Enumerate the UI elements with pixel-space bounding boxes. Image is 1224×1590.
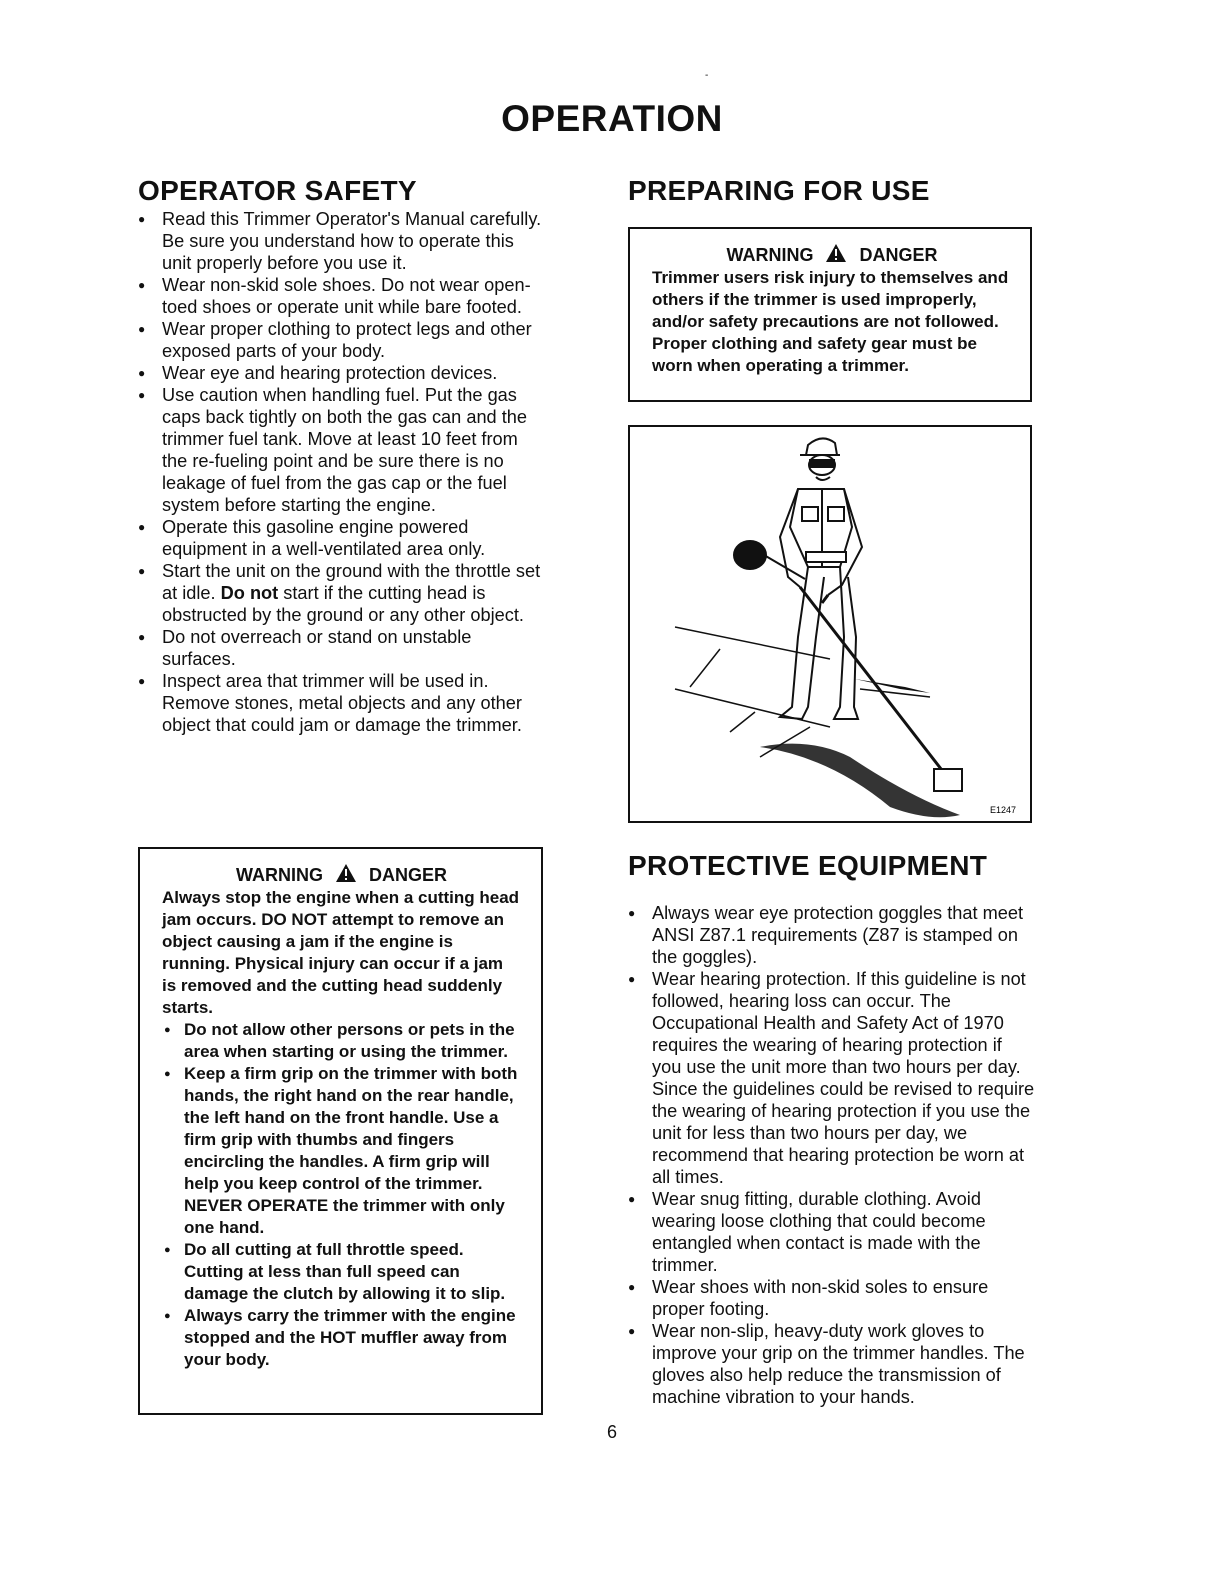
warning-label: WARNING bbox=[726, 245, 814, 265]
warning-label: WARNING bbox=[235, 865, 323, 885]
list-item: ● Wear snug fitting, durable clothing. Avoid wearing loose clothing that could become entangled when contact is made with the trimmer. bbox=[628, 1188, 1036, 1276]
danger-label: DANGER bbox=[368, 865, 447, 885]
list-item: ● Wear non-skid sole shoes. Do not wear open-toed shoes or operate unit while bare footed. bbox=[138, 274, 543, 318]
illustration-code: E1247 bbox=[990, 805, 1017, 815]
operator-safety-list bbox=[138, 208, 543, 736]
list-item: ● Operate this gasoline engine powered equipment in a well-ventilated area only. bbox=[138, 516, 543, 560]
warning-triangle-icon bbox=[335, 863, 357, 883]
warning-triangle-icon bbox=[825, 243, 847, 263]
list-item: ● Wear hearing protection. If this guideline is not followed, hearing loss can occur. The Occupational Health and Safety Act of 1970 requires the wearing of hearing protection if you use the unit more than two hours per day. Since the guidelines could be revised to require the wearing of hearing protection if you use the unit for less than two hours per day, we recommend that hearing protection be worn at all times. bbox=[628, 968, 1036, 1188]
list-item: ● Always wear eye protection goggles that meet ANSI Z87.1 requirements (Z87 is stamped on the goggles). bbox=[628, 902, 1036, 968]
protective-list bbox=[628, 902, 1036, 1408]
preparing-heading: PREPARING FOR USE bbox=[628, 175, 930, 206]
list-item: ● Wear non-slip, heavy-duty work gloves to improve your grip on the trimmer handles. The gloves also help reduce the transmission of machine vibration to your hands. bbox=[628, 1320, 1036, 1408]
list-item: ● Do not overreach or stand on unstable surfaces. bbox=[138, 626, 543, 670]
start-text-post: start if the cutting head is obstructed by the ground or any other object. bbox=[162, 583, 524, 625]
warning-list bbox=[162, 1019, 521, 1371]
trimmer-operator-illustration bbox=[628, 425, 1032, 823]
start-text-bold: Do not bbox=[220, 583, 279, 603]
list-item: ● Wear shoes with non-skid soles to ensure proper footing. bbox=[628, 1276, 1036, 1320]
page-title: OPERATION bbox=[501, 98, 723, 139]
list-item: ● Wear eye and hearing protection devices. bbox=[138, 362, 543, 384]
list-item: ● Use caution when handling fuel. Put the gas caps back tightly on both the gas can and the trimmer fuel tank. Move at least 10 feet from the re-fueling point and be sure there is no leakage of fuel from the gas cap or the fuel system before starting the engine. bbox=[138, 384, 543, 516]
list-item: ● Do not allow other persons or pets in the area when starting or using the trimmer. bbox=[162, 1019, 521, 1063]
warning-header bbox=[652, 243, 1012, 267]
list-item: ● Keep a firm grip on the trimmer with both hands, the right hand on the rear handle, the left hand on the front handle. Use a firm grip with thumbs and fingers encircling the handles. A firm grip will help you keep control of the trimmer. NEVER OPERATE the trimmer with only one hand. bbox=[162, 1063, 521, 1239]
start-text-pre: Start the unit on the ground with the throttle set at idle. bbox=[162, 561, 541, 603]
danger-label: DANGER bbox=[859, 245, 938, 265]
warning-box-left bbox=[138, 847, 543, 1415]
list-item: ● Wear proper clothing to protect legs and other exposed parts of your body. bbox=[138, 318, 543, 362]
operator-figure bbox=[630, 427, 1030, 821]
list-item: ● Inspect area that trimmer will be used in. Remove stones, metal objects and any other object that could jam or damage the trimmer. bbox=[138, 670, 543, 736]
warning-text: Always stop the engine when a cutting head jam occurs. DO NOT attempt to remove an object causing a jam if the engine is running. Physical injury can occur if a jam is removed and the cutting head suddenly starts. bbox=[162, 888, 520, 1017]
list-item: ● Read this Trimmer Operator's Manual carefully. Be sure you understand how to operate this unit properly before you use it. bbox=[138, 208, 543, 274]
list-item: ● Do all cutting at full throttle speed. Cutting at less than full speed can damage the clutch by allowing it to slip. bbox=[162, 1239, 521, 1305]
scan-mark: - bbox=[705, 70, 709, 81]
protective-heading: PROTECTIVE EQUIPMENT bbox=[628, 850, 988, 881]
warning-header bbox=[162, 863, 521, 887]
list-item: ● Always carry the trimmer with the engine stopped and the HOT muffler away from your body. bbox=[162, 1305, 521, 1371]
warning-text: Trimmer users risk injury to themselves and others if the trimmer is used improperly, and/or safety precautions are not followed. Proper clothing and safety gear must be worn when operating a trimmer. bbox=[652, 268, 1009, 375]
operator-safety-heading: OPERATOR SAFETY bbox=[138, 175, 417, 206]
list-item bbox=[138, 560, 543, 626]
warning-box-right bbox=[628, 227, 1032, 402]
page-number: 6 bbox=[606, 1422, 617, 1442]
